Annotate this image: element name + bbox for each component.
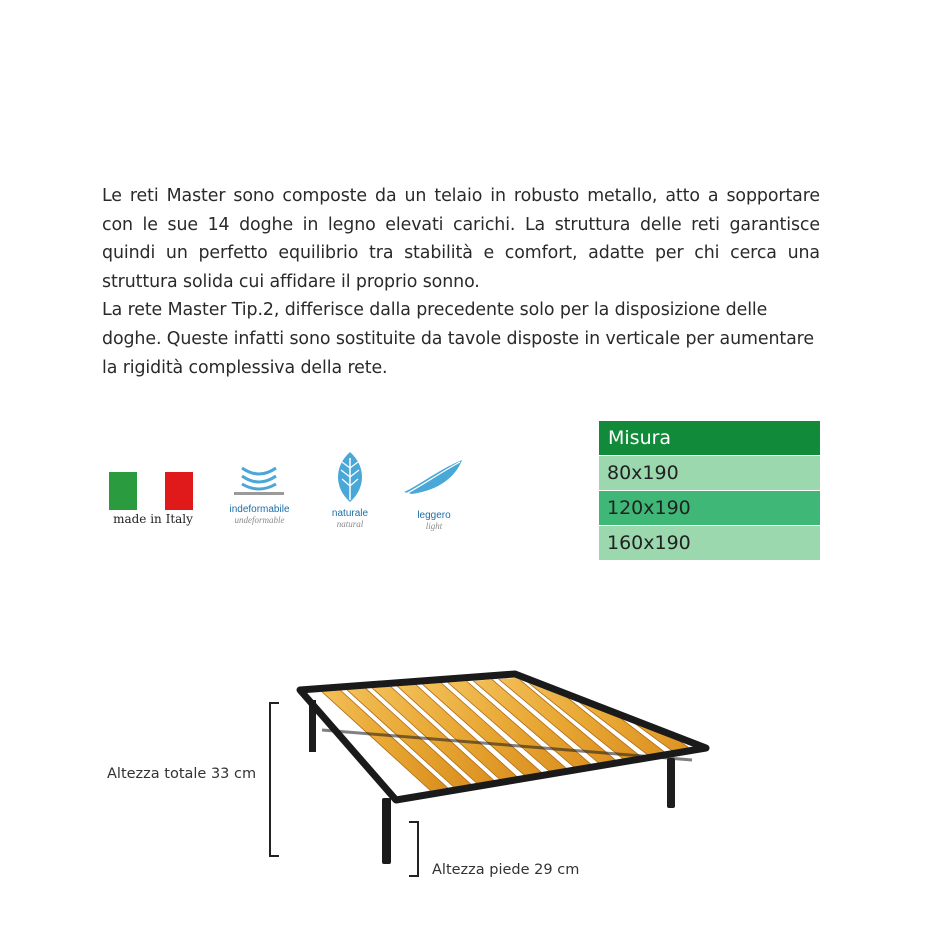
total-height-bracket (270, 703, 279, 856)
size-row-1: 80x190 (599, 456, 820, 490)
natural-sublabel: natural (336, 519, 364, 529)
made-in-italy-label: made in Italy (113, 512, 193, 526)
light-sublabel: light (425, 521, 443, 531)
natural-label: naturale (331, 508, 369, 519)
size-row-2: 120x190 (599, 491, 820, 525)
undeformable-label: indeformabile (229, 504, 290, 515)
total-height-label: Altezza totale 33 cm (107, 766, 257, 782)
foot-height-label: Altezza piede 29 cm (432, 862, 580, 878)
undeformable-sublabel: undeformable (234, 515, 285, 525)
light-label: leggero (417, 510, 451, 521)
size-row-3: 160x190 (599, 526, 820, 560)
description-paragraph-1: Le reti Master sono composte da un telaio in robusto metallo, atto a sopportare con le sue 14 doghe in legno elevati carichi. La struttura delle reti garantisce quindi un perfetto equilibrio tra stabilità e comfort, adatte per chi cerca una struttura solida cui affidare il proprio sonno. (102, 186, 820, 292)
size-table-header: Misura (599, 421, 820, 455)
description-paragraph-2: La rete Master Tip.2, differisce dalla precedente solo per la disposizione delle doghe. Queste infatti sono sostituite da tavole disposte in verticale per aumentare la rigidità complessiva della rete. (102, 300, 814, 378)
foot-height-bracket (409, 822, 418, 876)
